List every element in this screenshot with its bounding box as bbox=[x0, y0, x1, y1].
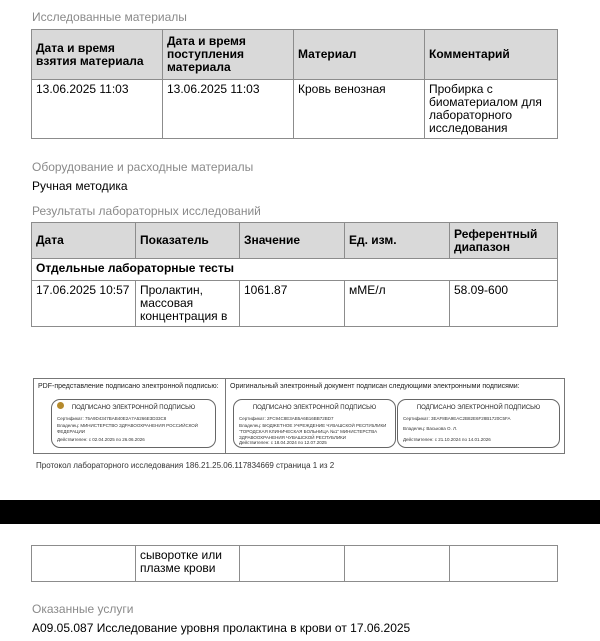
materials-header-taken: Дата и время взятия материала bbox=[32, 30, 163, 80]
results-header-indicator: Показатель bbox=[136, 223, 240, 259]
results-cont-unit bbox=[345, 546, 450, 582]
stamp-owner: Владелец: БЮДЖЕТНОЕ УЧРЕЖДЕНИЕ ЧУВАШСКОЙ РЕСПУБЛИКИ "ГОРОДСКАЯ КЛИНИЧЕСКАЯ БОЛЬНИЦА №1" МИНИСТЕРСТВА ЗДРАВООХРАНЕНИЯ ЧУВАШСКОЙ РЕСПУБЛИКИ bbox=[239, 423, 387, 440]
stamp-valid: Действителен: с 21.10.2024 по 14.01.2026 bbox=[403, 437, 491, 442]
signature-stamp bbox=[397, 399, 560, 448]
materials-header-material: Материал bbox=[294, 30, 425, 80]
results-cell-reference: 58.09-600 bbox=[450, 281, 558, 327]
signature-stamp bbox=[233, 399, 396, 448]
table-row bbox=[32, 80, 558, 139]
results-cont-value bbox=[240, 546, 345, 582]
results-header-value: Значение bbox=[240, 223, 345, 259]
stamp-cert: Сертификат: 75A9D4347BAB40E2A7A5266E3D33C8 bbox=[57, 416, 167, 421]
materials-cell-received: 13.06.2025 11:03 bbox=[163, 80, 294, 139]
stamp-valid: Действителен: с 18.04.2024 по 12.07.2025 bbox=[239, 440, 327, 445]
materials-table bbox=[31, 29, 558, 139]
results-group-label: Отдельные лабораторные тесты bbox=[32, 259, 558, 281]
equipment-value: Ручная методика bbox=[32, 179, 128, 193]
materials-header-received: Дата и время поступления материала bbox=[163, 30, 294, 80]
stamp-title: ПОДПИСАНО ЭЛЕКТРОННОЙ ПОДПИСЬЮ bbox=[416, 405, 541, 411]
stamp-valid: Действителен: с 02.04.2025 по 26.06.2026 bbox=[57, 437, 145, 442]
results-table-continued bbox=[31, 545, 558, 582]
signature-right-label: Оригинальный электронный документ подписан следующими электронными подписями: bbox=[230, 383, 520, 390]
equipment-section-title: Оборудование и расходные материалы bbox=[32, 160, 254, 174]
results-cont-reference bbox=[450, 546, 558, 582]
service-value: A09.05.087 Исследование уровня пролактина в крови от 17.06.2025 bbox=[32, 621, 411, 635]
stamp-cert: Сертификат: 3EAF8BA9EAC2B82E6F28B1720C5FA bbox=[403, 416, 511, 421]
stamp-owner: Владелец: Васькова О. Л. bbox=[403, 426, 458, 431]
stamp-title: ПОДПИСАНО ЭЛЕКТРОННОЙ ПОДПИСЬЮ bbox=[252, 405, 377, 411]
materials-cell-material: Кровь венозная bbox=[294, 80, 425, 139]
stamp-owner: Владелец: МИНИСТЕРСТВО ЗДРАВООХРАНЕНИЯ РОССИЙСКОЙ ФЕДЕРАЦИИ bbox=[57, 423, 199, 434]
results-table bbox=[31, 222, 558, 327]
stamp-cert: Сертификат: 2FC94C8E3AB5A6B16BB72BD7 bbox=[239, 416, 334, 421]
results-section-title: Результаты лабораторных исследований bbox=[32, 204, 261, 218]
results-cell-date: 17.06.2025 10:57 bbox=[32, 281, 136, 327]
table-row bbox=[32, 546, 558, 582]
results-cell-unit: мМЕ/л bbox=[345, 281, 450, 327]
signature-stamp bbox=[51, 399, 216, 448]
results-header-unit: Ед. изм. bbox=[345, 223, 450, 259]
results-group-row bbox=[32, 259, 558, 281]
materials-section-title: Исследованные материалы bbox=[32, 10, 187, 24]
results-cell-indicator: Пролактин, массовая концентрация в bbox=[136, 281, 240, 327]
results-cont-indicator: сыворотке или плазме крови bbox=[136, 546, 240, 582]
materials-cell-comment: Пробирка с биоматериалом для лабораторного исследования bbox=[425, 80, 558, 139]
services-section-title: Оказанные услуги bbox=[32, 602, 134, 616]
materials-cell-taken: 13.06.2025 11:03 bbox=[32, 80, 163, 139]
materials-header-comment: Комментарий bbox=[425, 30, 558, 80]
results-cell-value: 1061.87 bbox=[240, 281, 345, 327]
table-row bbox=[32, 281, 558, 327]
results-header-reference: Референтный диапазон bbox=[450, 223, 558, 259]
signature-divider bbox=[225, 379, 226, 453]
results-header-date: Дата bbox=[32, 223, 136, 259]
page-break-bar bbox=[0, 500, 600, 524]
protocol-note: Протокол лабораторного исследования 186.21.25.06.117834669 страница 1 из 2 bbox=[36, 461, 335, 470]
stamp-title: ПОДПИСАНО ЭЛЕКТРОННОЙ ПОДПИСЬЮ bbox=[71, 405, 196, 411]
signature-block bbox=[33, 378, 565, 454]
results-cont-date bbox=[32, 546, 136, 582]
signature-left-label: PDF-представление подписано электронной подписью: bbox=[38, 383, 219, 390]
